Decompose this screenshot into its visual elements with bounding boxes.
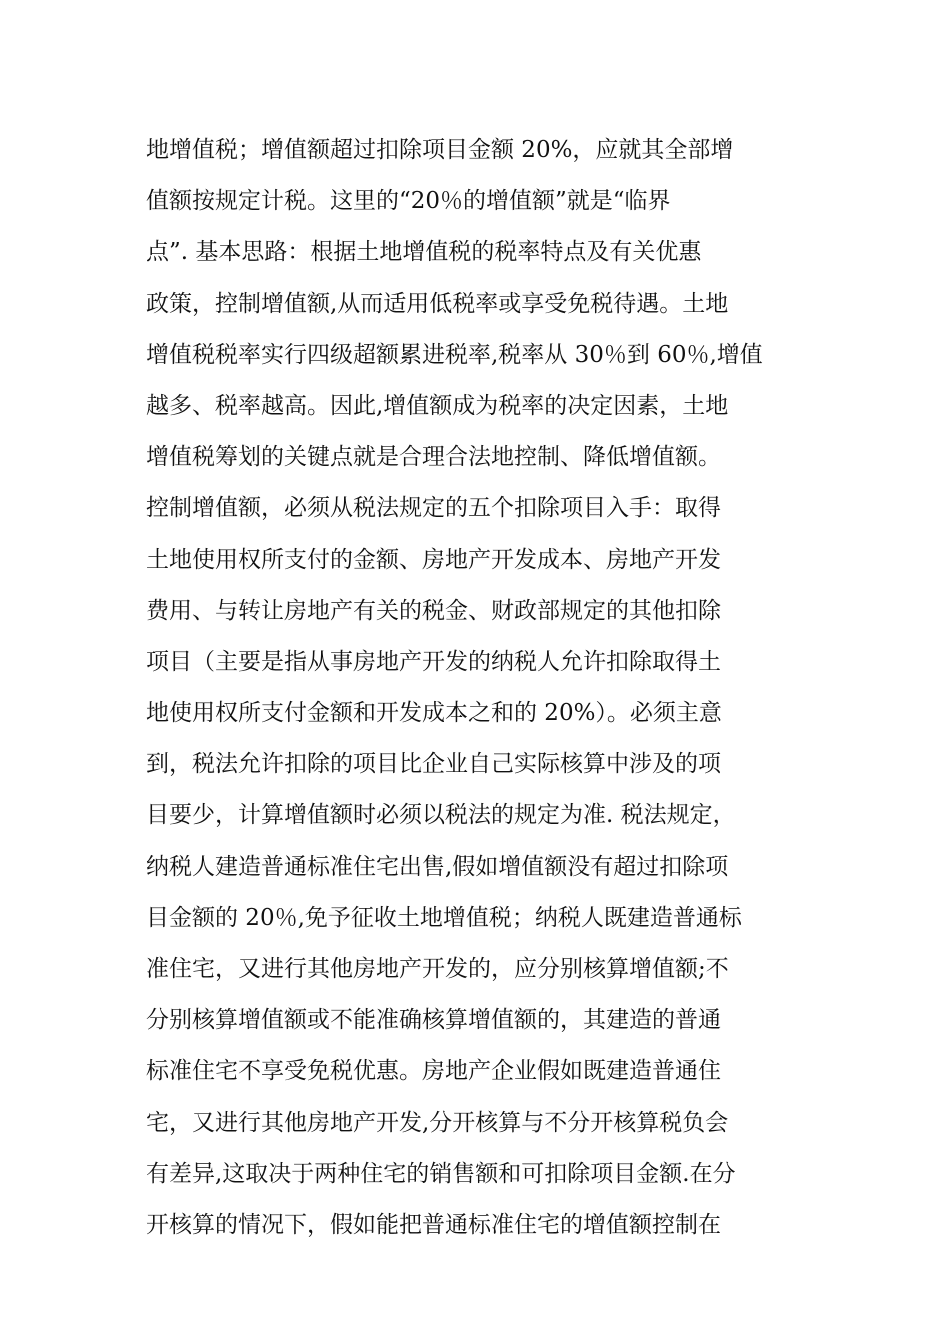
text-line: 目要少，计算增值额时必须以税法的规定为准. 税法规定， [146, 802, 736, 829]
text-line: 地使用权所支付金额和开发成本之和的 20%）。必须主意 [146, 700, 722, 727]
text-line: 项目（主要是指从事房地产开发的纳税人允许扣除取得土 [146, 648, 721, 675]
text-line: 土地使用权所支付的金额、房地产开发成本、房地产开发 [146, 546, 721, 573]
text-line: 到，税法允许扣除的项目比企业自己实际核算中涉及的项 [146, 751, 721, 778]
text-line: 纳税人建造普通标准住宅出售,假如增值额没有超过扣除项 [146, 853, 729, 880]
text-line: 值额按规定计税。这里的“20％的增值额”就是“临界 [146, 188, 671, 215]
text-line: 增值税筹划的关键点就是合理合法地控制、降低增值额。 [146, 444, 721, 471]
text-line: 控制增值额，必须从税法规定的五个扣除项目入手：取得 [146, 495, 721, 522]
text-line: 地增值税；增值额超过扣除项目金额 20%，应就其全部增 [146, 137, 734, 163]
text-line: 目金额的 20％,免予征收土地增值税；纳税人既建造普通标 [146, 904, 742, 931]
text-line: 有差异,这取决于两种住宅的销售额和可扣除项目金额.在分 [146, 1160, 736, 1187]
text-line: 点”. 基本思路：根据土地增值税的税率特点及有关优惠 [146, 239, 702, 266]
body-text [146, 125, 826, 1251]
text-line: 准住宅，又进行其他房地产开发的，应分别核算增值额;不 [146, 956, 729, 982]
text-line: 标准住宅不享受免税优惠。房地产企业假如既建造普通住 [146, 1058, 721, 1085]
text-line: 费用、与转让房地产有关的税金、财政部规定的其他扣除 [146, 597, 721, 624]
text-line: 增值税税率实行四级超额累进税率,税率从 30％到 60％,增值 [146, 341, 763, 368]
text-line: 分别核算增值额或不能准确核算增值额的，其建造的普通 [146, 1007, 721, 1034]
text-line: 越多、税率越高。因此,增值额成为税率的决定因素，土地 [146, 392, 729, 419]
text-line: 政策，控制增值额,从而适用低税率或享受免税待遇。土地 [146, 290, 729, 317]
text-line: 宅，又进行其他房地产开发,分开核算与不分开核算税负会 [146, 1109, 729, 1136]
text-line: 开核算的情况下，假如能把普通标准住宅的增值额控制在 [146, 1211, 721, 1238]
